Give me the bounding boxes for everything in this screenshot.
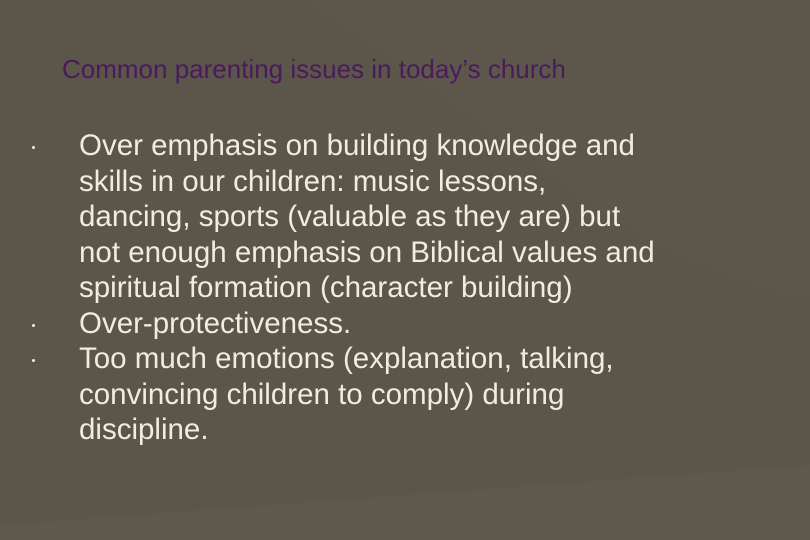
bullet-line: skills in our children: music lessons, [79, 164, 547, 198]
bullet-line: Over emphasis on building knowledge and [79, 129, 635, 162]
bullet-item-emotions [0, 341, 799, 448]
small-dot-bullet-icon [30, 306, 38, 342]
small-dot-bullet-icon [30, 341, 38, 377]
bullet-line: not enough emphasis on Biblical values and [79, 235, 655, 269]
bullet-item-knowledge [0, 128, 799, 306]
bullet-list [0, 128, 810, 448]
bullet-line: spiritual formation (character building) [79, 271, 573, 304]
bullet-line: discipline. [79, 413, 209, 446]
bullet-line: Too much emotions (explanation, talking, [79, 342, 614, 375]
bullet-line: convincing children to comply) during [79, 377, 565, 411]
slide-title: Common parenting issues in today’s church [62, 54, 566, 84]
bullet-line: Over-protectiveness. [79, 306, 352, 340]
bullet-line: dancing, sports (valuable as they are) but [79, 200, 621, 233]
small-dot-bullet-icon [30, 128, 38, 164]
bullet-item-over-protectiveness [0, 306, 799, 342]
